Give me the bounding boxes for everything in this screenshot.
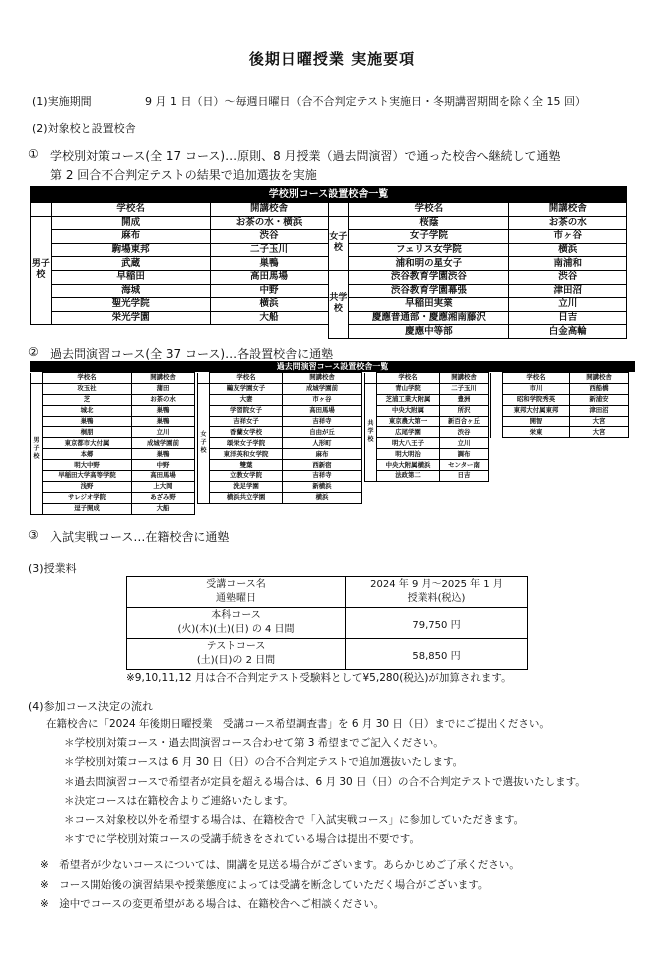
coed-school-name: 慶應中等部: [349, 325, 509, 339]
school-name: 鷗友学園女子: [210, 383, 283, 394]
school-name: 栄東: [503, 427, 570, 438]
past-exam-table-title: 過去問演習コース設置校舎一覧: [30, 361, 635, 372]
table-row: [31, 492, 195, 503]
table-row: [198, 405, 362, 416]
boys-school-campus: 横浜: [210, 298, 328, 312]
table-row: [198, 394, 362, 405]
side-spacer: [491, 383, 503, 437]
tuition-main-days: (火)(木)(土)(日) の 4 日間: [177, 624, 295, 635]
decision-flow-item: ＊学校別対策コースは 6 月 30 日（日）の合不合判定テストで追加選抜いたします。: [64, 756, 464, 769]
table-row: [491, 394, 629, 405]
school-name: 立教女学院: [210, 471, 283, 482]
tuition-header-course: [127, 577, 346, 608]
school-campus: 高田馬場: [132, 471, 195, 482]
table-row: [31, 383, 195, 394]
school-name: 東京農大第一: [377, 416, 440, 427]
empty-cell: [51, 325, 210, 339]
table-header-row: [198, 373, 362, 384]
school-campus: 横浜: [283, 492, 362, 503]
tuition-note: ※9,10,11,12 月は合不合判定テスト受験料として¥5,280(税込)が加算されます。: [126, 672, 512, 684]
side-spacer: [31, 373, 43, 384]
girls-school-name: 女子学院: [349, 230, 509, 244]
past-exam-coed-table-a: [364, 372, 489, 482]
boys-school-label: 男子校: [31, 216, 52, 325]
empty-cell: [31, 325, 52, 339]
tuition-test-course: テストコース: [206, 641, 266, 652]
table-row: [198, 471, 362, 482]
decision-flow-label: (4)参加コース決定の流れ: [28, 700, 154, 713]
table-row: [365, 394, 489, 405]
side-spacer: [365, 373, 377, 384]
girls-school-campus: 市ヶ谷: [509, 230, 627, 244]
school-name: 城北: [43, 405, 132, 416]
school-course-table-title: 学校別コース設置校舎一覧: [31, 187, 627, 203]
table-row: [198, 427, 362, 438]
school-name: 早稲田大学高等学院: [43, 471, 132, 482]
tuition-header-day: 通塾曜日: [216, 593, 256, 604]
boys-school-name: 早稲田: [51, 270, 210, 284]
tuition-row-test: [127, 639, 346, 670]
side-spacer: [198, 373, 210, 384]
past-exam-boys-table: [30, 372, 195, 515]
school-campus: センター南: [440, 460, 489, 471]
school-name: 広尾学園: [377, 427, 440, 438]
table-row: [198, 481, 362, 492]
col-header-campus: 開講校舎: [509, 203, 627, 217]
boys-school-name: 麻布: [51, 230, 210, 244]
school-name: 雙葉: [210, 460, 283, 471]
table-header-row: [31, 373, 195, 384]
course3-number: ③: [28, 528, 39, 542]
girls-school-name: 桜蔭: [349, 216, 509, 230]
school-name: 吉祥女子: [210, 416, 283, 427]
school-name: 逗子開成: [43, 503, 132, 514]
target-schools-label: (2)対象校と設置校舎: [32, 122, 136, 135]
col-header-school: 学校名: [51, 203, 210, 217]
boys-school-name: 聖光学院: [51, 298, 210, 312]
school-campus: 蒲田: [132, 383, 195, 394]
girls-school-name: フェリス女学院: [349, 243, 509, 257]
coed-school-name: 早稲田実業: [349, 298, 509, 312]
school-name: 明大八王子: [377, 438, 440, 449]
school-campus: 新百合ヶ丘: [440, 416, 489, 427]
school-name: 東洋英和女学院: [210, 449, 283, 460]
footer-notes: [40, 857, 520, 916]
school-campus: 立川: [440, 438, 489, 449]
school-course-table: [30, 186, 627, 339]
table-row: [365, 405, 489, 416]
school-name: 開智: [503, 416, 570, 427]
course1-number: ①: [28, 147, 39, 161]
col-header-campus: 開講校舎: [210, 203, 328, 217]
col-header-campus: 開講校舎: [440, 373, 489, 384]
school-campus: お茶の水: [132, 394, 195, 405]
school-name: 市川: [503, 383, 570, 394]
boys-school-name: 武蔵: [51, 257, 210, 271]
school-name: 東京都市大付属: [43, 438, 132, 449]
school-name: 中央大附属横浜: [377, 460, 440, 471]
table-row: [31, 427, 195, 438]
school-name: 洗足学園: [210, 481, 283, 492]
period-label: (1)実施期間: [32, 95, 92, 108]
school-campus: 吉祥寺: [283, 416, 362, 427]
tuition-header-period: 2024 年 9 月～2025 年 1 月: [370, 579, 503, 590]
decision-flow-item: ＊過去問演習コースで希望者が定員を超える場合は、6 月 30 日（日）の合不合判定テストで選抜いたします。: [64, 775, 586, 788]
school-name: サレジオ学院: [43, 492, 132, 503]
school-name: 巣鴨: [43, 416, 132, 427]
coed-school-name: 渋谷教育学園渋谷: [349, 270, 509, 284]
boys-school-campus: 渋谷: [210, 230, 328, 244]
school-campus: 日吉: [440, 471, 489, 482]
table-row: [198, 492, 362, 503]
school-name: 浅野: [43, 481, 132, 492]
school-type-label: 男子校: [31, 383, 43, 514]
boys-school-campus: お茶の水・横浜: [210, 216, 328, 230]
table-row: [31, 405, 195, 416]
footer-note: ※ 希望者が少ないコースについては、開講を見送る場合がございます。あらかじめご了承ください。: [40, 859, 520, 871]
table-row: [31, 216, 627, 230]
past-exam-girls-table: [197, 372, 362, 504]
coed-school-name: 慶應普通部・慶應湘南藤沢: [349, 311, 509, 325]
table-row: [491, 383, 629, 394]
table-row: [31, 438, 195, 449]
school-campus: 西船橋: [570, 383, 629, 394]
school-campus: あざみ野: [132, 492, 195, 503]
school-name: 香蘭女学校: [210, 427, 283, 438]
course2-heading: 過去問演習コース(全 37 コース)…各設置校舎に通塾: [50, 347, 334, 361]
coed-school-campus: 白金高輪: [509, 325, 627, 339]
table-row: [31, 394, 195, 405]
school-name: 東邦大付属東邦: [503, 405, 570, 416]
school-campus: 大宮: [570, 416, 629, 427]
table-row: [365, 460, 489, 471]
table-row: [31, 416, 195, 427]
coed-school-campus: 渋谷: [509, 270, 627, 284]
table-row: [198, 449, 362, 460]
table-row: [365, 416, 489, 427]
footer-note: ※ 途中でコースの変更希望がある場合は、在籍校舎へご相談ください。: [40, 898, 385, 910]
table-row: [31, 449, 195, 460]
table-row: [31, 471, 195, 482]
side-spacer: [491, 373, 503, 384]
boys-school-campus: 大船: [210, 311, 328, 325]
school-campus: 新横浜: [283, 481, 362, 492]
decision-flow-item: ＊すでに学校別対策コースの受講手続きをされている場合は提出不要です。: [64, 833, 420, 846]
table-row: [365, 471, 489, 482]
coed-school-campus: 津田沼: [509, 284, 627, 298]
school-name: 横浜共立学園: [210, 492, 283, 503]
school-campus: 大船: [132, 503, 195, 514]
boys-school-name: 海城: [51, 284, 210, 298]
school-campus: 二子玉川: [440, 383, 489, 394]
table-row: [31, 270, 627, 284]
school-campus: 大宮: [570, 427, 629, 438]
table-row: [198, 438, 362, 449]
col-header-campus: 開講校舎: [132, 373, 195, 384]
tuition-main-course: 本科コース: [211, 610, 261, 621]
col-header-school: 学校名: [349, 203, 509, 217]
col-header-school: 学校名: [377, 373, 440, 384]
boys-school-campus: 巣鴨: [210, 257, 328, 271]
school-name: 法政第二: [377, 471, 440, 482]
school-name: 昭和学院秀英: [503, 394, 570, 405]
school-campus: 自由が丘: [283, 427, 362, 438]
empty-cell: [210, 325, 328, 339]
boys-school-campus: 中野: [210, 284, 328, 298]
coed-school-label: 共学校: [328, 270, 349, 338]
school-campus: 巣鴨: [132, 416, 195, 427]
period-value: 9 月 1 日（日）～毎週日曜日（合不合判定テスト実施日・冬期講習期間を除く全 15 回）: [145, 95, 587, 108]
boys-school-campus: 二子玉川: [210, 243, 328, 257]
col-header-school: 学校名: [503, 373, 570, 384]
table-row: [198, 383, 362, 394]
decision-flow-list: [46, 716, 586, 850]
school-name: 明大中野: [43, 460, 132, 471]
boys-school-name: 開成: [51, 216, 210, 230]
boys-school-name: 栄光学園: [51, 311, 210, 325]
school-campus: 人形町: [283, 438, 362, 449]
school-campus: 調布: [440, 449, 489, 460]
table-row: [365, 449, 489, 460]
footer-note: ※ コース開始後の演習結果や授業態度によっては受講を断念していただく場合がございます。: [40, 878, 489, 891]
school-campus: 新浦安: [570, 394, 629, 405]
coed-school-name: 渋谷教育学園幕張: [349, 284, 509, 298]
table-row: [365, 438, 489, 449]
col-header-school: 学校名: [210, 373, 283, 384]
school-campus: 巣鴨: [132, 405, 195, 416]
school-name: 明大明治: [377, 449, 440, 460]
table-row: [491, 427, 629, 438]
school-name: 学習院女子: [210, 405, 283, 416]
school-name: 本郷: [43, 449, 132, 460]
col-header-school: 学校名: [43, 373, 132, 384]
school-name: 芝浦工業大附属: [377, 394, 440, 405]
school-name: 桐朋: [43, 427, 132, 438]
boys-school-name: 駒場東邦: [51, 243, 210, 257]
course1-heading: 学校別対策コース(全 17 コース)…原則、8 月授業（過去問演習）で通った校舎へ継続して通塾: [50, 149, 561, 163]
school-type-label: 女子校: [198, 383, 210, 503]
school-name: 芝: [43, 394, 132, 405]
school-campus: 中野: [132, 460, 195, 471]
school-name: 青山学院: [377, 383, 440, 394]
table-row: [365, 383, 489, 394]
school-campus: 津田沼: [570, 405, 629, 416]
decision-flow-item: ＊コース対象校以外を希望する場合は、在籍校舎で「入試実戦コース」に参加していただきます。: [64, 813, 525, 826]
school-campus: 成城学園前: [283, 383, 362, 394]
school-campus: 上大岡: [132, 481, 195, 492]
col-header-campus: 開講校舎: [570, 373, 629, 384]
school-campus: 豊洲: [440, 394, 489, 405]
boys-school-campus: 高田馬場: [210, 270, 328, 284]
course2-number: ②: [28, 345, 39, 359]
table-row: [491, 405, 629, 416]
girls-school-name: 浦和明の星女子: [349, 257, 509, 271]
tuition-header-price: 授業料(税込): [407, 593, 466, 604]
school-name: 中央大附属: [377, 405, 440, 416]
tuition-header-fee: [346, 577, 528, 608]
tuition-test-days: (土)(日)の 2 日間: [196, 655, 276, 666]
tuition-label: (3)授業料: [28, 562, 77, 575]
school-campus: 立川: [132, 427, 195, 438]
tuition-test-fee: 58,850 円: [346, 639, 528, 670]
school-campus: 麻布: [283, 449, 362, 460]
tuition-main-fee: 79,750 円: [346, 608, 528, 639]
school-campus: 渋谷: [440, 427, 489, 438]
table-header-row: [365, 373, 489, 384]
school-name: 攻玉社: [43, 383, 132, 394]
past-exam-coed-table-b: [490, 372, 629, 438]
girls-school-campus: お茶の水: [509, 216, 627, 230]
girls-school-campus: 横浜: [509, 243, 627, 257]
table-row: [491, 416, 629, 427]
tuition-header-course-name: 受講コース名: [206, 579, 266, 590]
school-campus: 巣鴨: [132, 449, 195, 460]
table-row: [31, 503, 195, 514]
girls-school-campus: 南浦和: [509, 257, 627, 271]
school-type-label: 共学校: [365, 383, 377, 481]
tuition-table: [126, 576, 528, 670]
col-header-campus: 開講校舎: [283, 373, 362, 384]
school-name: 大妻: [210, 394, 283, 405]
decision-flow-item: ＊決定コースは在籍校舎よりご連絡いたします。: [64, 794, 294, 807]
course1-subheading: 第 2 回合不合判定テストの結果で追加選抜を実施: [50, 168, 317, 182]
school-campus: 吉祥寺: [283, 471, 362, 482]
decision-flow-item: 在籍校舎に「2024 年後期日曜授業 受講コース希望調査書」を 6 月 30 日（日）までにご提出ください。: [46, 718, 550, 730]
table-row: [31, 481, 195, 492]
table-row: [198, 416, 362, 427]
school-campus: 高田馬場: [283, 405, 362, 416]
table-row: [365, 427, 489, 438]
table-header-row: [491, 373, 629, 384]
coed-school-campus: 日吉: [509, 311, 627, 325]
course3-heading: 入試実戦コース…在籍校舎に通塾: [50, 530, 230, 544]
school-campus: 西新宿: [283, 460, 362, 471]
school-campus: 所沢: [440, 405, 489, 416]
girls-school-label: 女子校: [328, 216, 349, 270]
page-title: 後期日曜授業 実施要項: [248, 50, 416, 68]
school-name: 頌栄女子学院: [210, 438, 283, 449]
school-campus: 市ヶ谷: [283, 394, 362, 405]
table-row: [31, 460, 195, 471]
decision-flow-item: ＊学校別対策コース・過去問演習コース合わせて第 3 希望までご記入ください。: [64, 737, 444, 750]
coed-school-campus: 立川: [509, 298, 627, 312]
tuition-row-main: [127, 608, 346, 639]
table-row: [198, 460, 362, 471]
school-campus: 成城学園前: [132, 438, 195, 449]
